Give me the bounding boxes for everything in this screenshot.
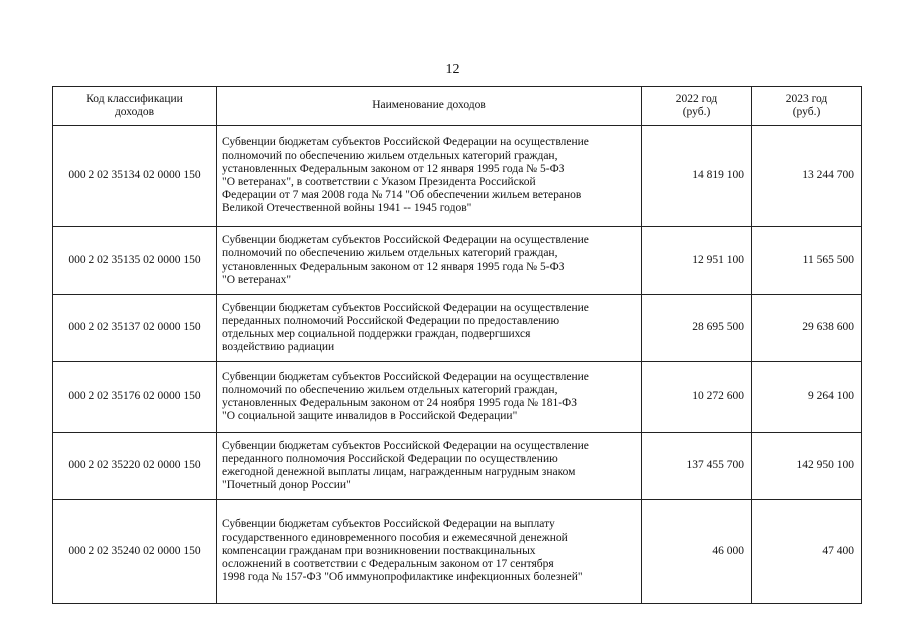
cell-2023: 47 400: [752, 500, 862, 604]
cell-name: Субвенции бюджетам субъектов Российской Федерации на осуществление переданного полномочия Российской Федерации по осуществлению ежегодной денежной выплаты лицам, награжденным нагрудным знаком "Почетный донор России": [217, 433, 642, 500]
cell-2022: 137 455 700: [642, 433, 752, 500]
cell-name: Субвенции бюджетам субъектов Российской Федерации на осуществление полномочий по обеспечению жильем отдельных категорий граждан, установленных Федеральным законом от 24 ноября 1995 года № 181-ФЗ "О социальной защите инвалидов в Российской Федерации": [217, 362, 642, 433]
table-row: [53, 500, 862, 604]
cell-2022: 12 951 100: [642, 227, 752, 295]
revenue-table: [52, 86, 862, 604]
cell-2022: 10 272 600: [642, 362, 752, 433]
cell-code: 000 2 02 35240 02 0000 150: [53, 500, 217, 604]
table-row: [53, 295, 862, 362]
cell-name: Субвенции бюджетам субъектов Российской Федерации на осуществление полномочий по обеспечению жильем отдельных категорий граждан, установленных Федеральным законом от 12 января 1995 года № 5-ФЗ "О ветеранах", в соответствии с Указом Президента Российской Федерации от 7 мая 2008 года № 714 "Об обеспечении жильем ветеранов Великой Отечественной войны 1941 -- 1945 годов": [217, 126, 642, 227]
table-row: [53, 362, 862, 433]
cell-name: Субвенции бюджетам субъектов Российской Федерации на выплату государственного единовременного пособия и ежемесячной денежной компенсации гражданам при возникновении поствакцинальных осложнений в соответствии с Федеральным законом от 17 сентября 1998 года № 157-ФЗ "Об иммунопрофилактике инфекционных болезней": [217, 500, 642, 604]
cell-2023: 9 264 100: [752, 362, 862, 433]
cell-2023: 11 565 500: [752, 227, 862, 295]
cell-2023: 29 638 600: [752, 295, 862, 362]
cell-2022: 14 819 100: [642, 126, 752, 227]
header-year-2023: 2023 год (руб.): [752, 87, 862, 126]
cell-2023: 142 950 100: [752, 433, 862, 500]
cell-name: Субвенции бюджетам субъектов Российской Федерации на осуществление переданных полномочий Российской Федерации по предоставлению отдельных мер социальной поддержки граждан, подвергшихся воздействию радиации: [217, 295, 642, 362]
cell-code: 000 2 02 35135 02 0000 150: [53, 227, 217, 295]
cell-2022: 46 000: [642, 500, 752, 604]
cell-2023: 13 244 700: [752, 126, 862, 227]
header-year-2022: 2022 год (руб.): [642, 87, 752, 126]
page-number: 12: [445, 62, 460, 77]
cell-2022: 28 695 500: [642, 295, 752, 362]
cell-code: 000 2 02 35137 02 0000 150: [53, 295, 217, 362]
cell-code: 000 2 02 35176 02 0000 150: [53, 362, 217, 433]
table-row: [53, 227, 862, 295]
cell-code: 000 2 02 35134 02 0000 150: [53, 126, 217, 227]
cell-name: Субвенции бюджетам субъектов Российской Федерации на осуществление полномочий по обеспечению жильем отдельных категорий граждан, установленных Федеральным законом от 12 января 1995 года № 5-ФЗ "О ветеранах": [217, 227, 642, 295]
header-revenue-name: Наименование доходов: [217, 87, 642, 126]
table-row: [53, 433, 862, 500]
cell-code: 000 2 02 35220 02 0000 150: [53, 433, 217, 500]
header-classification-code: Код классификации доходов: [53, 87, 217, 126]
table-row: [53, 126, 862, 227]
table-header-row: [53, 87, 862, 126]
